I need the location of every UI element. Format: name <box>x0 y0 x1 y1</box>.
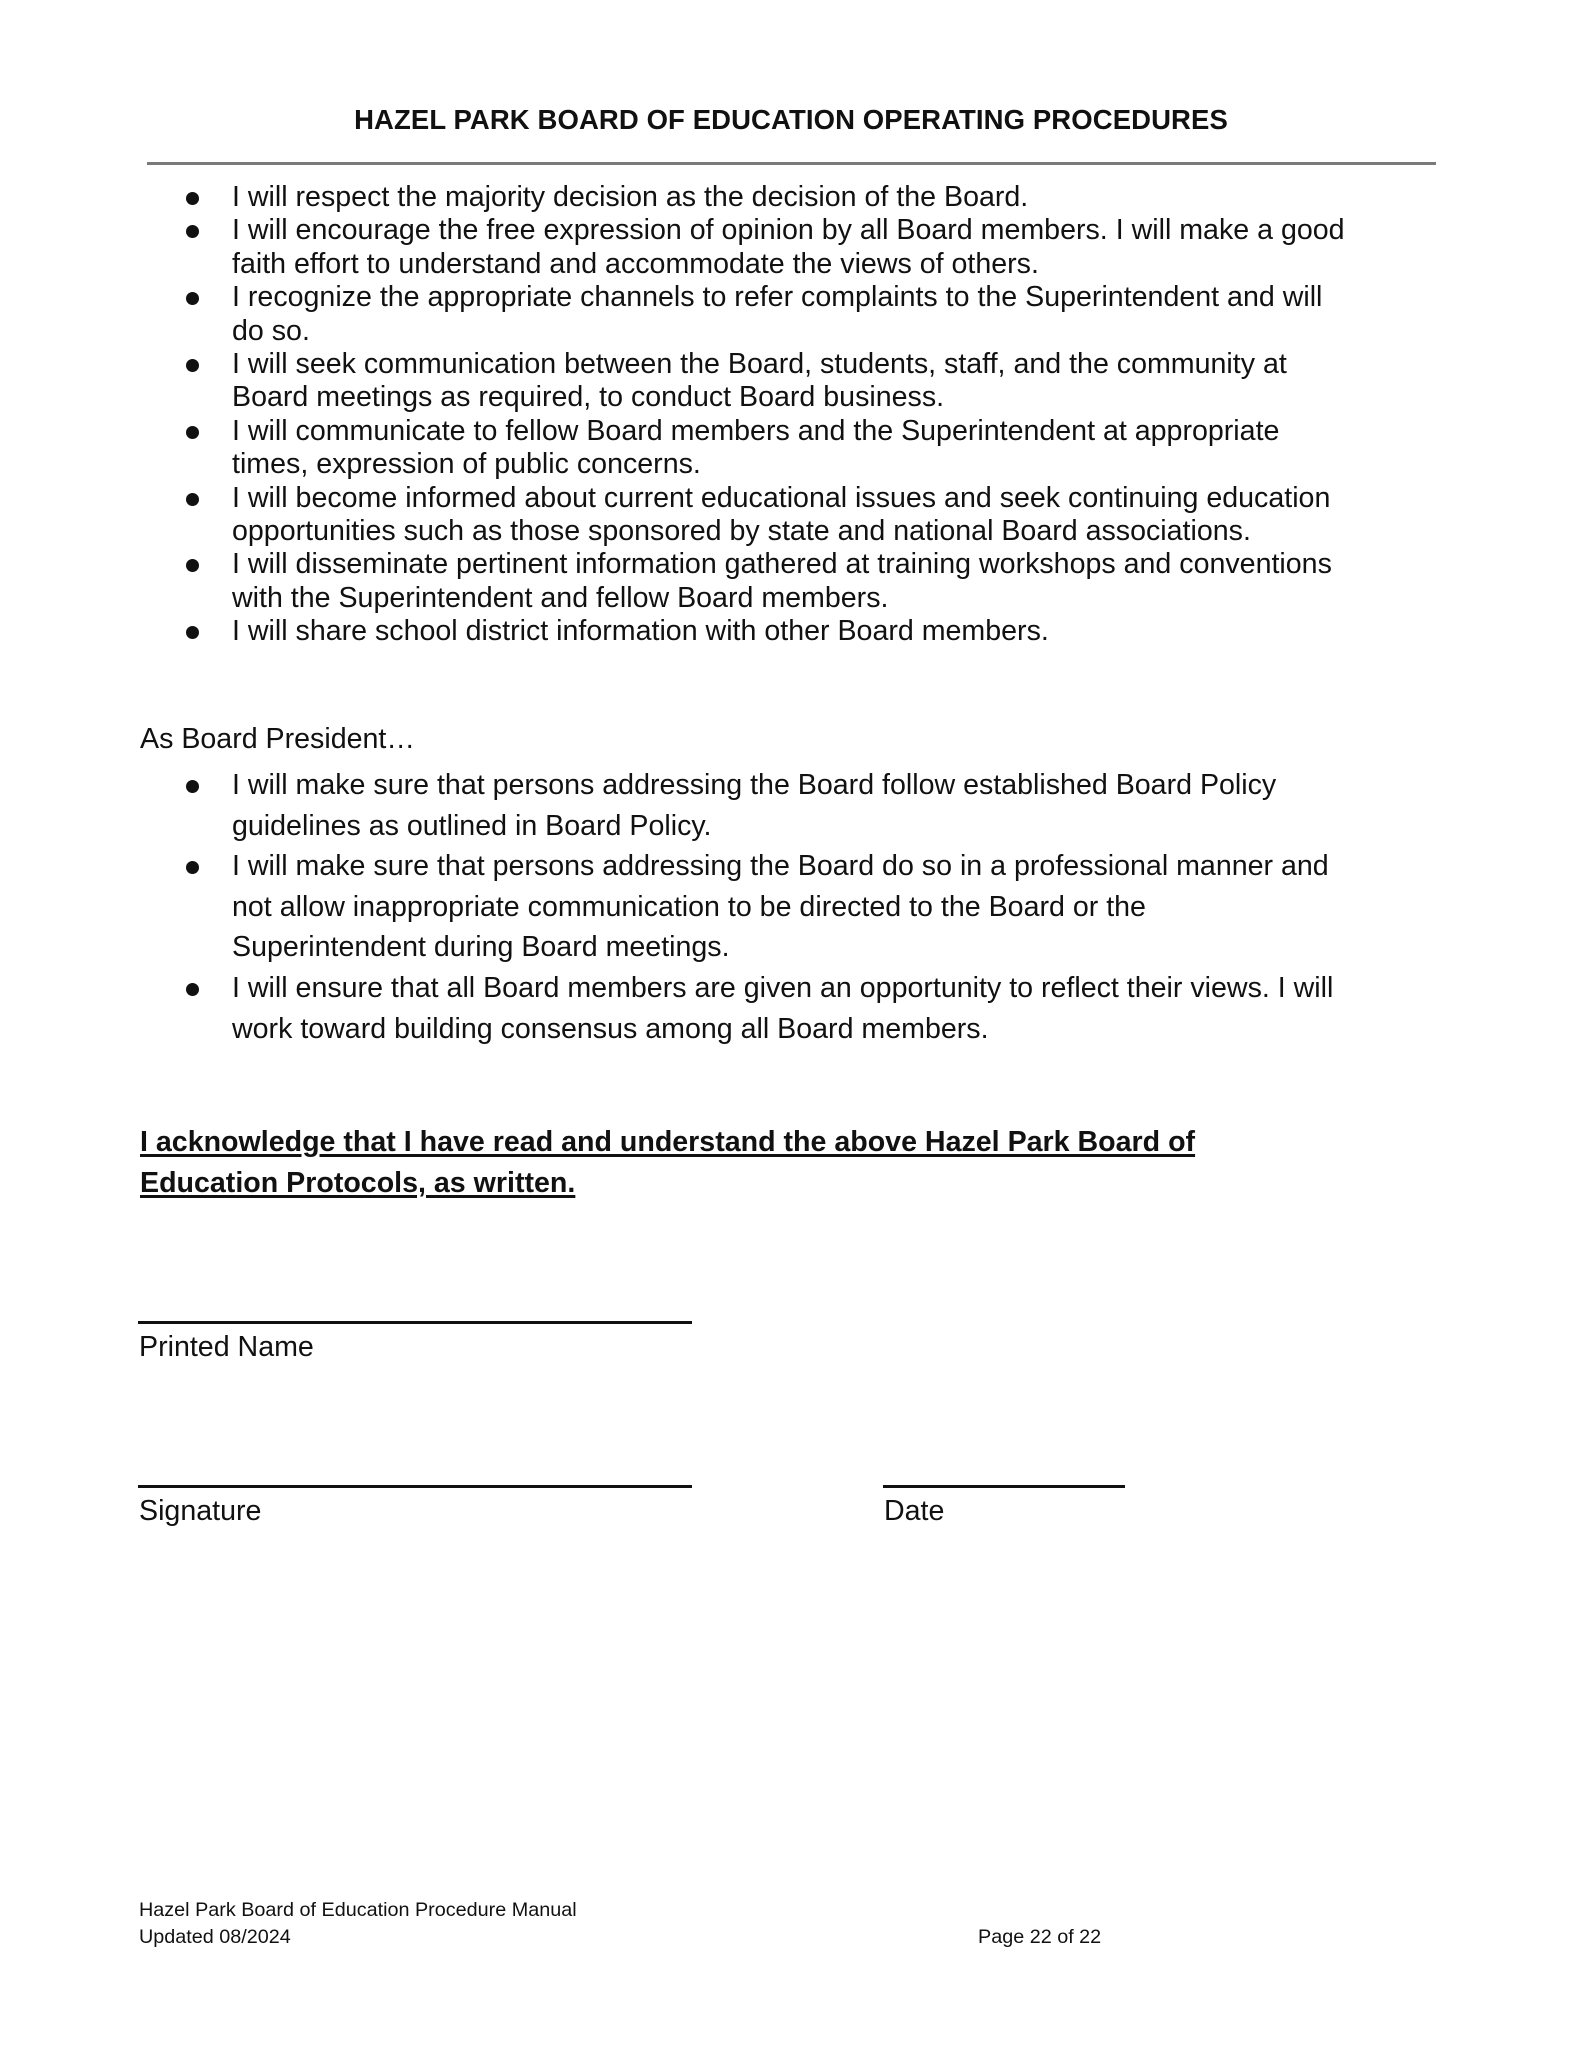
acknowledgement-line-1: I acknowledge that I have read and understand the above Hazel Park Board of <box>140 1126 1196 1158</box>
list-item-continuation: guidelines as outlined in Board Policy. <box>232 809 712 842</box>
list-item-continuation: Superintendent during Board meetings. <box>232 931 730 964</box>
list-item-continuation: times, expression of public concerns. <box>232 448 701 481</box>
list-item: I will disseminate pertinent information gathered at training workshops and conventions <box>0 548 1345 581</box>
list-item: I will encourage the free expression of opinion by all Board members. I will make a good <box>0 214 1345 247</box>
president-commitments-list <box>0 765 1333 1049</box>
bullet-icon <box>186 559 199 572</box>
list-item-continuation: do so. <box>232 314 310 347</box>
bullet-icon <box>186 192 199 205</box>
list-item: I will ensure that all Board members are given an opportunity to reflect their views. I will <box>0 968 1333 1009</box>
printed-name-line[interactable] <box>138 1321 692 1324</box>
footer-page-number: Page 22 of 22 <box>978 1926 1102 1948</box>
list-item: I will share school district information with other Board members. <box>0 615 1345 648</box>
bullet-icon <box>186 426 199 439</box>
signature-label: Signature <box>139 1495 262 1527</box>
list-item-continuation: faith effort to understand and accommodate the views of others. <box>232 247 1039 280</box>
signature-line[interactable] <box>138 1485 692 1488</box>
president-section-heading: As Board President… <box>140 723 415 755</box>
bullet-icon <box>186 780 199 793</box>
bullet-icon <box>186 983 199 996</box>
bullet-icon <box>186 861 199 874</box>
footer-updated-date: Updated 08/2024 <box>139 1926 291 1948</box>
printed-name-label: Printed Name <box>139 1331 314 1363</box>
footer-manual-title: Hazel Park Board of Education Procedure Manual <box>139 1899 577 1921</box>
list-item-continuation: not allow inappropriate communication to be directed to the Board or the <box>232 890 1146 923</box>
acknowledgement-statement <box>140 1122 1195 1204</box>
date-line[interactable] <box>883 1485 1125 1488</box>
list-item: I will make sure that persons addressing the Board follow established Board Policy <box>0 765 1333 806</box>
page-header-title: HAZEL PARK BOARD OF EDUCATION OPERATING PROCEDURES <box>354 104 1228 135</box>
acknowledgement-line-2: Education Protocols, as written. <box>140 1167 576 1199</box>
list-item: I will become informed about current educational issues and seek continuing education <box>0 482 1345 515</box>
list-item: I recognize the appropriate channels to refer complaints to the Superintendent and will <box>0 281 1345 314</box>
member-commitments-list <box>0 181 1345 649</box>
header-divider <box>147 162 1436 165</box>
list-item-continuation: Board meetings as required, to conduct Board business. <box>232 381 945 414</box>
list-item: I will communicate to fellow Board members and the Superintendent at appropriate <box>0 415 1345 448</box>
list-item: I will respect the majority decision as the decision of the Board. <box>0 181 1345 214</box>
date-label: Date <box>884 1495 945 1527</box>
bullet-icon <box>186 493 199 506</box>
list-item-continuation: with the Superintendent and fellow Board members. <box>232 581 889 614</box>
list-item: I will make sure that persons addressing the Board do so in a professional manner and <box>0 846 1333 887</box>
list-item-continuation: work toward building consensus among all Board members. <box>232 1012 989 1045</box>
bullet-icon <box>186 292 199 305</box>
bullet-icon <box>186 225 199 238</box>
list-item: I will seek communication between the Board, students, staff, and the community at <box>0 348 1345 381</box>
list-item-continuation: opportunities such as those sponsored by state and national Board associations. <box>232 515 1251 548</box>
bullet-icon <box>186 359 199 372</box>
bullet-icon <box>186 626 199 639</box>
